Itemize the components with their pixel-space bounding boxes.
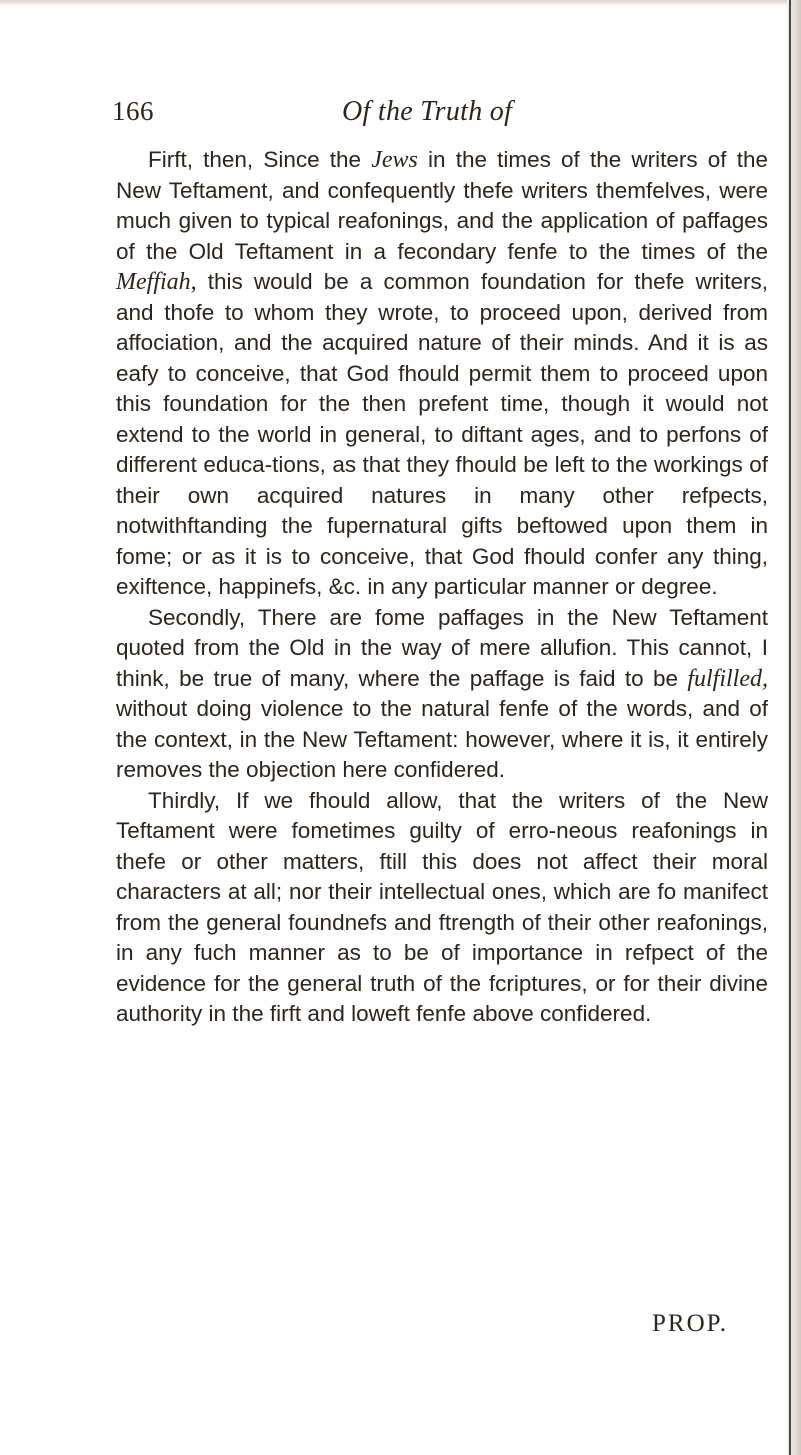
page-edge-line [789, 0, 791, 1455]
page-top-shadow [0, 0, 801, 6]
text-segment: this would be a common foundation for thefe writers, and thofe to whom they wrote, to proceed upon, derived from affociation, and the acquired nature of their minds. And it is as eafy to conceive, that God fhould permit them to proceed upon this foundation for the then prefent time, though it would not extend to the world in general, to diftant ages, and to perfons of different educa-tions, as that they fhould be left to the workings of their own acquired natures in many other refpects, notwithftanding the fupernatural gifts beftowed upon them in fome; or as it is to conceive, that God fhould confer any thing, exiftence, happinefs, &c. in any particular manner or degree. [116, 269, 768, 599]
text-segment-italic: Jews [371, 147, 418, 173]
paragraph-first [116, 145, 768, 603]
text-segment: Thirdly, If we fhould allow, that the writers of the New Teftament were fometimes guilty of erro-neous reafonings in thefe or other matters, ftill this does not affect their moral characters at all; nor their intellectual ones, which are fo manifect from the general foundnefs and ftrength of their other reafonings, in any fuch manner as to be of importance in refpect of the evidence for the general truth of the fcriptures, or for their divine authority in the firft and loweft fenfe above confidered. [116, 787, 768, 1026]
running-head: Of the Truth of [342, 96, 513, 127]
text-segment: Secondly, There are fome paffages in the New Teftament quoted from the Old in the way of mere allufion. This cannot, I think, be true of many, where the paffage is faid to be [116, 604, 768, 691]
text-segment-italic: fulfilled, [687, 665, 768, 692]
text-segment: in the times of the writers of the New Teftament, and confequently thefe writers themfelves, were much given to typical reafonings, and the application of paffages of the Old Teftament in a fecondary fenfe to the times of the [116, 147, 768, 264]
paragraph-thirdly [116, 786, 768, 1030]
paragraph-secondly [116, 603, 768, 786]
page-header [112, 96, 762, 140]
page-number: 166 [112, 96, 154, 126]
text-segment: without doing violence to the natural fenfe of the words, and of the context, in the New Teftament: however, where it is, it entirely removes the objection here confidered. [116, 696, 768, 782]
catchword: PROP. [652, 1310, 729, 1337]
body-text [116, 145, 768, 1030]
text-segment: Firft, then, Since the [148, 147, 372, 172]
text-segment-italic: Meffiah, [116, 269, 197, 295]
